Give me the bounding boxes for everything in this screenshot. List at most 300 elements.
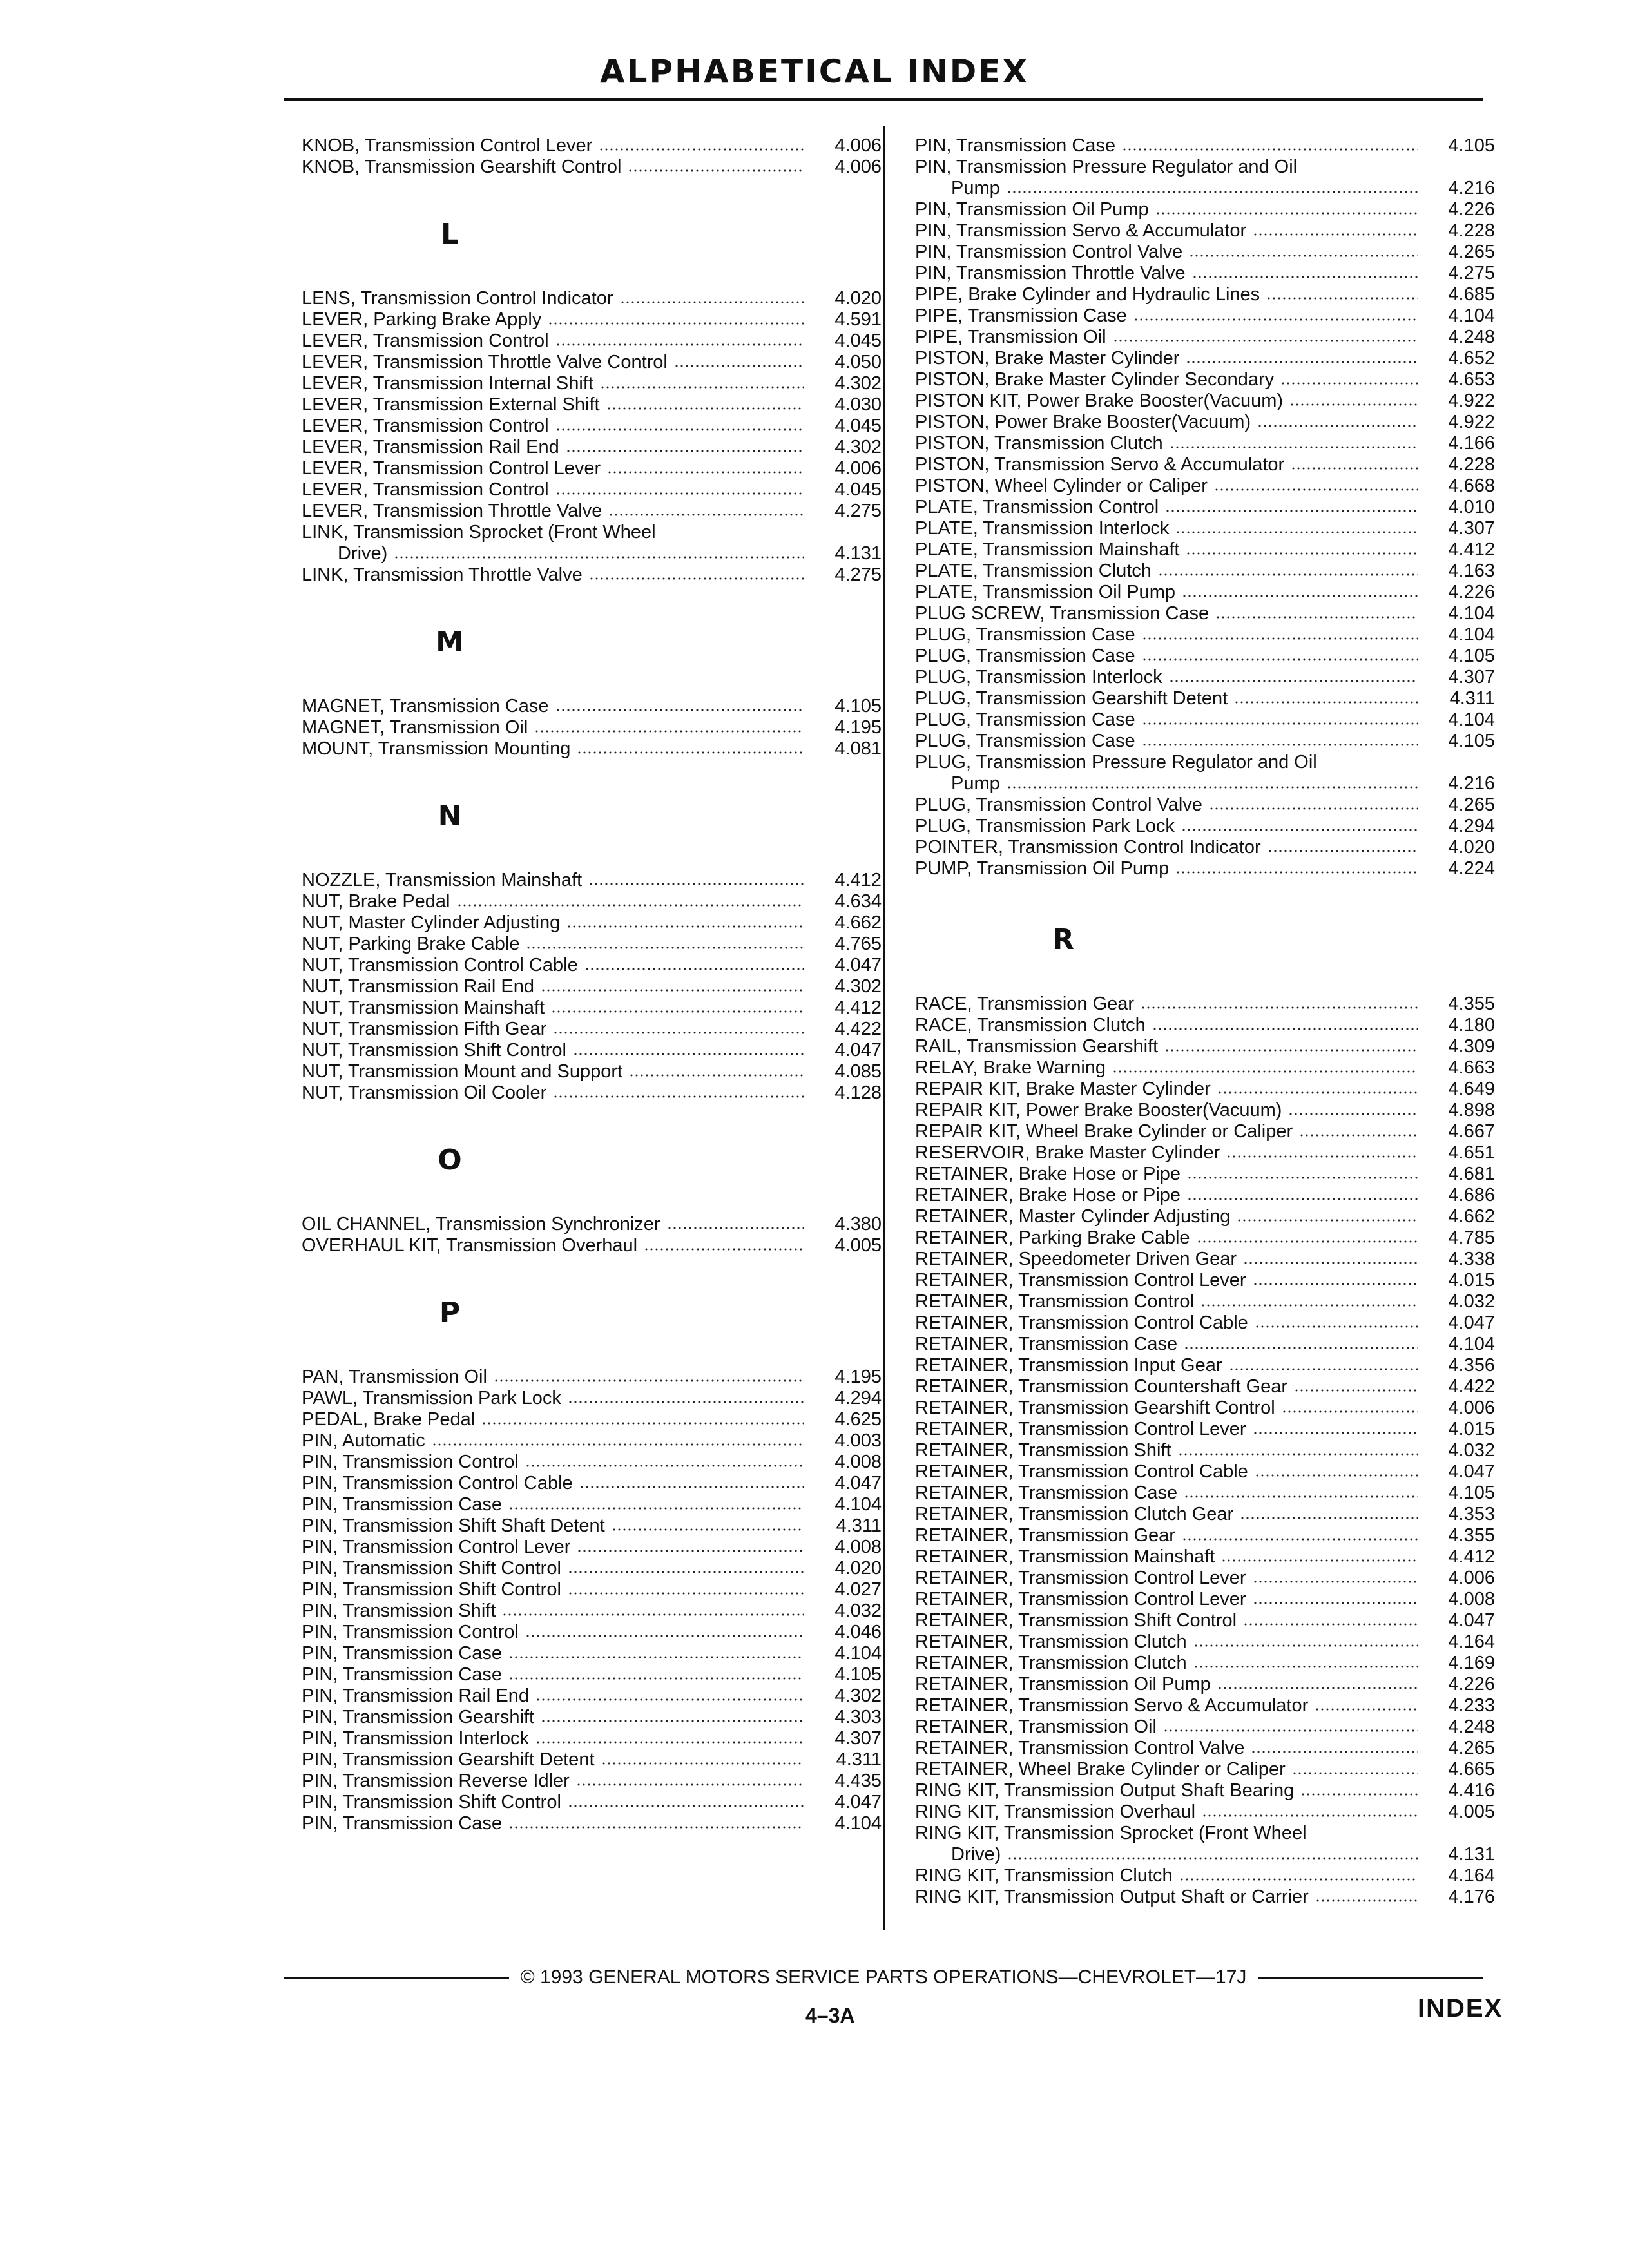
index-entry xyxy=(302,501,882,522)
page-reference: 4.412 xyxy=(834,997,882,1018)
leader-dots xyxy=(1182,590,1418,598)
leader-dots xyxy=(1193,1661,1418,1669)
page-title: ALPHABETICAL INDEX xyxy=(599,53,1030,90)
leader-dots xyxy=(1253,1278,1418,1286)
page-reference: 4.047 xyxy=(834,1792,882,1812)
entry-text: RETAINER, Transmission Gear xyxy=(915,1525,1175,1546)
leader-dots xyxy=(644,1244,804,1251)
page-reference: 4.338 xyxy=(1448,1249,1495,1269)
page-reference: 4.785 xyxy=(1448,1227,1495,1248)
leader-dots xyxy=(432,1439,804,1446)
entry-text-continued: Pump xyxy=(951,773,1000,794)
leader-dots xyxy=(1186,356,1418,364)
entry-text-continued: Drive) xyxy=(951,1844,1001,1865)
entry-text: PLUG SCREW, Transmission Case xyxy=(915,603,1210,624)
footer-copyright: © 1993 GENERAL MOTORS SERVICE PARTS OPERATIONS—CHEVROLET—17J xyxy=(520,1966,1247,1988)
leader-dots xyxy=(535,1736,804,1744)
index-entry xyxy=(302,1515,882,1537)
index-entry xyxy=(302,1686,882,1707)
section-letter-heading: N xyxy=(438,800,462,832)
page-reference: 4.435 xyxy=(834,1771,882,1791)
leader-dots xyxy=(1184,1491,1418,1499)
entry-text: LEVER, Transmission Control xyxy=(302,331,549,351)
entry-text: RETAINER, Transmission Mainshaft xyxy=(915,1546,1215,1567)
page-reference: 4.128 xyxy=(834,1082,882,1103)
leader-dots xyxy=(555,704,804,712)
page-reference: 4.216 xyxy=(1448,773,1495,794)
page-reference: 4.224 xyxy=(1448,858,1495,879)
leader-dots xyxy=(553,1027,804,1035)
page-reference: 4.105 xyxy=(1448,731,1495,751)
page-reference: 4.045 xyxy=(834,331,882,351)
leader-dots xyxy=(568,1800,804,1808)
leader-dots xyxy=(1253,229,1418,236)
section-letter-heading: R xyxy=(1052,923,1074,956)
leader-dots xyxy=(1315,1895,1418,1903)
leader-dots xyxy=(606,403,804,410)
index-entry xyxy=(915,1525,1495,1546)
entry-text: NUT, Transmission Mainshaft xyxy=(302,997,545,1018)
page-reference: 4.006 xyxy=(834,157,882,177)
index-entry xyxy=(915,709,1495,731)
leader-dots xyxy=(576,1779,804,1787)
entry-text: PIN, Transmission Case xyxy=(302,1494,503,1515)
page-reference: 4.662 xyxy=(834,912,882,933)
entry-text: POINTER, Transmission Control Indicator xyxy=(915,837,1261,858)
leader-dots xyxy=(394,552,804,559)
page-reference: 4.307 xyxy=(1448,667,1495,687)
page-reference: 4.104 xyxy=(1448,624,1495,645)
entry-text: KNOB, Transmission Gearshift Control xyxy=(302,157,622,177)
entry-text: LINK, Transmission Sprocket (Front Wheel xyxy=(302,522,656,543)
leader-dots xyxy=(526,942,804,950)
index-entry xyxy=(915,1865,1495,1887)
entry-text: PIN, Transmission Gearshift Detent xyxy=(302,1749,595,1770)
index-entry xyxy=(915,369,1495,390)
leader-dots xyxy=(629,1070,804,1077)
page-reference: 4.032 xyxy=(834,1600,882,1621)
entry-text: PIN, Transmission Control Lever xyxy=(302,1537,571,1557)
entry-text: RETAINER, Transmission Control Lever xyxy=(915,1270,1246,1291)
entry-text: PISTON, Brake Master Cylinder xyxy=(915,348,1180,369)
entry-text: PLUG, Transmission Case xyxy=(915,709,1135,730)
index-entry xyxy=(915,284,1495,305)
page-reference: 4.015 xyxy=(1448,1419,1495,1439)
page-reference: 4.898 xyxy=(1448,1100,1495,1120)
entry-text: RING KIT, Transmission Clutch xyxy=(915,1865,1173,1886)
page-reference: 4.663 xyxy=(1448,1057,1495,1078)
entry-text: NUT, Transmission Mount and Support xyxy=(302,1061,623,1082)
index-entry xyxy=(302,1061,882,1082)
entry-text: PIN, Transmission Control xyxy=(302,1452,519,1472)
page-reference: 4.412 xyxy=(1448,1546,1495,1567)
leader-dots xyxy=(588,878,804,886)
page-reference: 4.228 xyxy=(1448,454,1495,475)
entry-text: PIN, Transmission Control Cable xyxy=(302,1473,573,1494)
page-reference: 4.634 xyxy=(834,891,882,912)
index-entry xyxy=(915,858,1495,879)
index-entry xyxy=(302,976,882,997)
page-reference: 4.046 xyxy=(834,1622,882,1642)
entry-text: PIN, Transmission Throttle Valve xyxy=(915,263,1186,284)
index-entry xyxy=(302,997,882,1019)
page-reference: 4.294 xyxy=(834,1388,882,1408)
entry-text: PIN, Transmission Control Valve xyxy=(915,242,1183,262)
entry-text: MAGNET, Transmission Oil xyxy=(302,717,528,738)
page-reference: 4.047 xyxy=(834,1473,882,1494)
entry-text: OIL CHANNEL, Transmission Synchronizer xyxy=(302,1214,660,1235)
page-reference: 4.302 xyxy=(834,976,882,997)
index-entry xyxy=(302,1019,882,1040)
leader-dots xyxy=(1155,207,1418,215)
leader-dots xyxy=(1299,1129,1418,1137)
index-entry xyxy=(302,458,882,479)
page-reference: 4.020 xyxy=(834,288,882,309)
leader-dots xyxy=(566,445,804,453)
index-entry xyxy=(302,157,882,178)
leader-dots xyxy=(1184,1342,1418,1350)
entry-text: RETAINER, Speedometer Driven Gear xyxy=(915,1249,1237,1269)
page-reference: 4.248 xyxy=(1448,1716,1495,1737)
entry-text: LEVER, Transmission External Shift xyxy=(302,394,600,415)
index-entry xyxy=(302,1473,882,1494)
page-reference: 4.226 xyxy=(1448,199,1495,220)
index-entry xyxy=(915,1610,1495,1631)
page-reference: 4.311 xyxy=(1449,688,1495,709)
entry-text: PIN, Transmission Shift Control xyxy=(302,1792,561,1812)
leader-dots xyxy=(612,1524,804,1532)
entry-text: PUMP, Transmission Oil Pump xyxy=(915,858,1170,879)
entry-text: RACE, Transmission Clutch xyxy=(915,1015,1146,1035)
index-entry xyxy=(302,1749,882,1771)
leader-dots xyxy=(1163,1725,1418,1733)
leader-dots xyxy=(535,1694,804,1702)
leader-dots xyxy=(1315,1704,1418,1711)
index-entry xyxy=(302,738,882,760)
page-reference: 4.228 xyxy=(1448,220,1495,241)
entry-text: RETAINER, Transmission Gearshift Control xyxy=(915,1398,1275,1418)
leader-dots xyxy=(608,509,804,517)
leader-dots xyxy=(1165,505,1418,513)
page-reference: 4.045 xyxy=(834,416,882,436)
index-entry xyxy=(915,1887,1495,1908)
index-entry xyxy=(915,1121,1495,1142)
page-reference: 4.047 xyxy=(834,1040,882,1061)
column-divider xyxy=(883,126,885,1930)
page-reference: 4.005 xyxy=(834,1235,882,1256)
leader-dots xyxy=(555,339,804,347)
entry-text: LEVER, Transmission Throttle Valve Control xyxy=(302,352,668,372)
entry-text: PIPE, Transmission Oil xyxy=(915,327,1106,347)
index-entry xyxy=(915,1270,1495,1291)
page-reference: 4.302 xyxy=(834,1686,882,1706)
entry-text: RETAINER, Wheel Brake Cylinder or Caliper xyxy=(915,1759,1286,1780)
leader-dots xyxy=(573,1048,804,1056)
entry-text: NUT, Transmission Fifth Gear xyxy=(302,1019,547,1039)
entry-text: RAIL, Transmission Gearshift xyxy=(915,1036,1159,1057)
page-reference: 4.010 xyxy=(1448,497,1495,517)
page-reference: 4.104 xyxy=(1448,1334,1495,1354)
page-reference: 4.226 xyxy=(1448,582,1495,602)
entry-text: LEVER, Transmission Control Lever xyxy=(302,458,601,479)
leader-dots xyxy=(600,381,804,389)
entry-text: RETAINER, Transmission Input Gear xyxy=(915,1355,1222,1376)
entry-text: RETAINER, Transmission Oil Pump xyxy=(915,1674,1211,1695)
leader-dots xyxy=(1197,1236,1418,1244)
leader-dots xyxy=(1300,1789,1418,1796)
leader-dots xyxy=(1253,1597,1418,1605)
index-entry xyxy=(915,539,1495,561)
index-entry xyxy=(302,1600,882,1622)
index-entry xyxy=(915,1461,1495,1483)
entry-text: REPAIR KIT, Power Brake Booster(Vacuum) xyxy=(915,1100,1282,1120)
entry-text: RETAINER, Transmission Clutch xyxy=(915,1653,1187,1673)
index-entry xyxy=(915,1695,1495,1716)
leader-dots xyxy=(607,466,804,474)
index-entry xyxy=(915,1568,1495,1589)
entry-text: PIN, Transmission Interlock xyxy=(302,1728,529,1749)
entry-text: PLATE, Transmission Control xyxy=(915,497,1159,517)
page-reference: 4.047 xyxy=(1448,1610,1495,1631)
right-index-column xyxy=(915,135,1495,1908)
page-reference: 4.275 xyxy=(834,501,882,521)
entry-text: REPAIR KIT, Wheel Brake Cylinder or Caliper xyxy=(915,1121,1293,1142)
footer-rule-left xyxy=(284,1977,509,1979)
entry-text: PIN, Transmission Servo & Accumulator xyxy=(915,220,1247,241)
entry-text: PLUG, Transmission Control Valve xyxy=(915,794,1202,815)
page-reference: 4.412 xyxy=(834,870,882,890)
page-reference: 4.008 xyxy=(834,1452,882,1472)
index-entry xyxy=(915,390,1495,412)
page-reference: 4.922 xyxy=(1448,412,1495,432)
leader-dots xyxy=(1175,867,1418,874)
leader-dots xyxy=(1007,1852,1418,1860)
leader-dots xyxy=(674,360,804,368)
page-reference: 4.591 xyxy=(834,309,882,330)
entry-text: PISTON KIT, Power Brake Booster(Vacuum) xyxy=(915,390,1284,411)
entry-text: RETAINER, Transmission Shift xyxy=(915,1440,1171,1461)
index-entry xyxy=(302,1409,882,1430)
page-reference: 4.307 xyxy=(834,1728,882,1749)
index-entry xyxy=(302,352,882,373)
leader-dots xyxy=(1294,1385,1418,1392)
entry-text: PISTON, Brake Master Cylinder Secondary xyxy=(915,369,1275,390)
index-entry xyxy=(915,1440,1495,1461)
page-reference: 4.008 xyxy=(834,1537,882,1557)
page-reference: 4.651 xyxy=(1448,1142,1495,1163)
page-reference: 4.008 xyxy=(1448,1589,1495,1610)
index-entry xyxy=(915,646,1495,667)
index-entry xyxy=(302,1494,882,1515)
index-entry xyxy=(915,1631,1495,1653)
page-reference: 4.006 xyxy=(834,135,882,156)
index-entry xyxy=(915,1589,1495,1610)
entry-text: PLUG, Transmission Park Lock xyxy=(915,816,1175,836)
leader-dots xyxy=(555,424,804,432)
entry-text: RETAINER, Transmission Control Lever xyxy=(915,1419,1246,1439)
entry-text: PLATE, Transmission Interlock xyxy=(915,518,1170,539)
index-entry xyxy=(915,1376,1495,1398)
page-reference: 4.047 xyxy=(1448,1461,1495,1482)
leader-dots xyxy=(1251,1746,1418,1754)
leader-dots xyxy=(1187,1193,1418,1201)
index-entry xyxy=(302,717,882,738)
index-entry xyxy=(915,688,1495,709)
entry-text: LEVER, Transmission Control xyxy=(302,479,549,500)
index-entry xyxy=(915,1504,1495,1525)
left-index-column xyxy=(302,135,882,1834)
page-reference: 4.311 xyxy=(836,1515,882,1536)
entry-text: PLUG, Transmission Pressure Regulator and Oil xyxy=(915,752,1317,773)
page-reference: 4.169 xyxy=(1448,1653,1495,1673)
index-entry xyxy=(915,327,1495,348)
page-reference: 4.003 xyxy=(834,1430,882,1451)
footer xyxy=(284,1966,1483,1988)
entry-text: PIN, Transmission Case xyxy=(302,1643,503,1664)
index-entry xyxy=(915,1716,1495,1738)
page-reference: 4.006 xyxy=(1448,1568,1495,1588)
title-rule xyxy=(284,98,1483,101)
footer-rule-right xyxy=(1258,1977,1483,1979)
index-entry xyxy=(302,394,882,416)
index-entry xyxy=(915,1164,1495,1185)
index-entry xyxy=(302,1813,882,1834)
leader-dots xyxy=(1141,1002,1418,1010)
page-reference: 4.233 xyxy=(1448,1695,1495,1716)
page-reference: 4.686 xyxy=(1448,1185,1495,1206)
leader-dots xyxy=(577,1545,804,1553)
page-reference: 4.248 xyxy=(1448,327,1495,347)
index-entry xyxy=(915,561,1495,582)
entry-text: RETAINER, Transmission Servo & Accumulator xyxy=(915,1695,1309,1716)
entry-text: RETAINER, Transmission Shift Control xyxy=(915,1610,1237,1631)
page-reference: 4.355 xyxy=(1448,994,1495,1014)
page-reference: 4.649 xyxy=(1448,1079,1495,1099)
index-entry xyxy=(302,416,882,437)
page-reference: 4.355 xyxy=(1448,1525,1495,1546)
entry-text: NUT, Brake Pedal xyxy=(302,891,450,912)
entry-text: PIN, Transmission Shift Shaft Detent xyxy=(302,1515,605,1536)
index-entry xyxy=(302,1579,882,1600)
index-entry xyxy=(915,731,1495,752)
entry-text: RETAINER, Transmission Clutch Gear xyxy=(915,1504,1234,1524)
page-reference: 4.045 xyxy=(834,479,882,500)
leader-dots xyxy=(1215,611,1418,619)
page-reference: 4.662 xyxy=(1448,1206,1495,1227)
leader-dots xyxy=(1289,399,1418,407)
index-entry xyxy=(915,1546,1495,1568)
index-entry xyxy=(302,1728,882,1749)
leader-dots xyxy=(1152,1023,1418,1031)
entry-text: RING KIT, Transmission Sprocket (Front Wheel xyxy=(915,1823,1307,1843)
index-entry xyxy=(915,1227,1495,1249)
entry-text: PLATE, Transmission Mainshaft xyxy=(915,539,1180,560)
index-entry xyxy=(915,1802,1495,1823)
leader-dots xyxy=(620,296,804,304)
index-entry xyxy=(915,1036,1495,1057)
leader-dots xyxy=(1186,548,1418,555)
leader-dots xyxy=(1122,144,1418,151)
entry-text: LEVER, Transmission Control xyxy=(302,416,549,436)
page-reference: 4.275 xyxy=(1448,263,1495,284)
page-reference: 4.006 xyxy=(834,458,882,479)
page-reference: 4.294 xyxy=(1448,816,1495,836)
leader-dots xyxy=(1237,1215,1418,1222)
page-reference: 4.685 xyxy=(1448,284,1495,305)
index-entry xyxy=(915,794,1495,816)
leader-dots xyxy=(534,726,804,733)
entry-text: PIN, Transmission Case xyxy=(302,1664,503,1685)
entry-text: PLUG, Transmission Case xyxy=(915,646,1135,666)
page-reference: 4.104 xyxy=(1448,709,1495,730)
leader-dots xyxy=(1193,1640,1418,1648)
leader-dots xyxy=(1189,250,1418,258)
index-entry xyxy=(915,603,1495,624)
index-entry xyxy=(302,1040,882,1061)
page-reference: 4.667 xyxy=(1448,1121,1495,1142)
page-reference: 4.032 xyxy=(1448,1440,1495,1461)
entry-text: PLATE, Transmission Oil Pump xyxy=(915,582,1175,602)
page-reference: 4.356 xyxy=(1448,1355,1495,1376)
leader-dots xyxy=(1164,1044,1418,1052)
leader-dots xyxy=(1217,1682,1418,1690)
index-entry xyxy=(302,135,882,157)
index-entry xyxy=(302,1558,882,1579)
leader-dots xyxy=(1182,1533,1418,1541)
index-entry xyxy=(302,1707,882,1728)
page-reference: 4.265 xyxy=(1448,794,1495,815)
entry-text: RETAINER, Brake Hose or Pipe xyxy=(915,1185,1181,1206)
index-entry xyxy=(915,1653,1495,1674)
entry-text: RELAY, Brake Warning xyxy=(915,1057,1106,1078)
page-reference: 4.081 xyxy=(834,738,882,759)
entry-text: RING KIT, Transmission Output Shaft or Carrier xyxy=(915,1887,1309,1907)
page-reference: 4.104 xyxy=(834,1813,882,1834)
leader-dots xyxy=(1229,1363,1418,1371)
entry-text: PIN, Transmission Rail End xyxy=(302,1686,529,1706)
entry-text: PISTON, Power Brake Booster(Vacuum) xyxy=(915,412,1251,432)
leader-dots xyxy=(1291,463,1418,470)
leader-dots xyxy=(584,963,804,971)
index-entry xyxy=(915,1100,1495,1121)
index-entry xyxy=(915,1483,1495,1504)
page-reference: 4.665 xyxy=(1448,1759,1495,1780)
index-entry xyxy=(915,1015,1495,1036)
leader-dots xyxy=(1112,1066,1418,1073)
leader-dots xyxy=(1113,335,1418,343)
entry-text: LEVER, Parking Brake Apply xyxy=(302,309,542,330)
index-entry xyxy=(302,1792,882,1813)
index-entry xyxy=(302,373,882,394)
index-entry xyxy=(915,1759,1495,1780)
leader-dots xyxy=(589,573,804,581)
entry-text: PISTON, Transmission Clutch xyxy=(915,433,1163,454)
index-entry xyxy=(915,199,1495,220)
leader-dots xyxy=(541,985,804,992)
leader-dots xyxy=(551,1006,804,1014)
entry-text: PIN, Transmission Case xyxy=(302,1813,503,1834)
entry-text: LINK, Transmission Throttle Valve xyxy=(302,564,583,585)
entry-text: PLATE, Transmission Clutch xyxy=(915,561,1152,581)
index-entry xyxy=(302,870,882,891)
page-reference: 4.416 xyxy=(1448,1780,1495,1801)
index-entry xyxy=(302,1452,882,1473)
index-entry xyxy=(915,1142,1495,1164)
leader-dots xyxy=(1175,526,1418,534)
index-entry xyxy=(915,1312,1495,1334)
entry-text: RETAINER, Transmission Control Lever xyxy=(915,1568,1246,1588)
index-entry xyxy=(302,1388,882,1409)
